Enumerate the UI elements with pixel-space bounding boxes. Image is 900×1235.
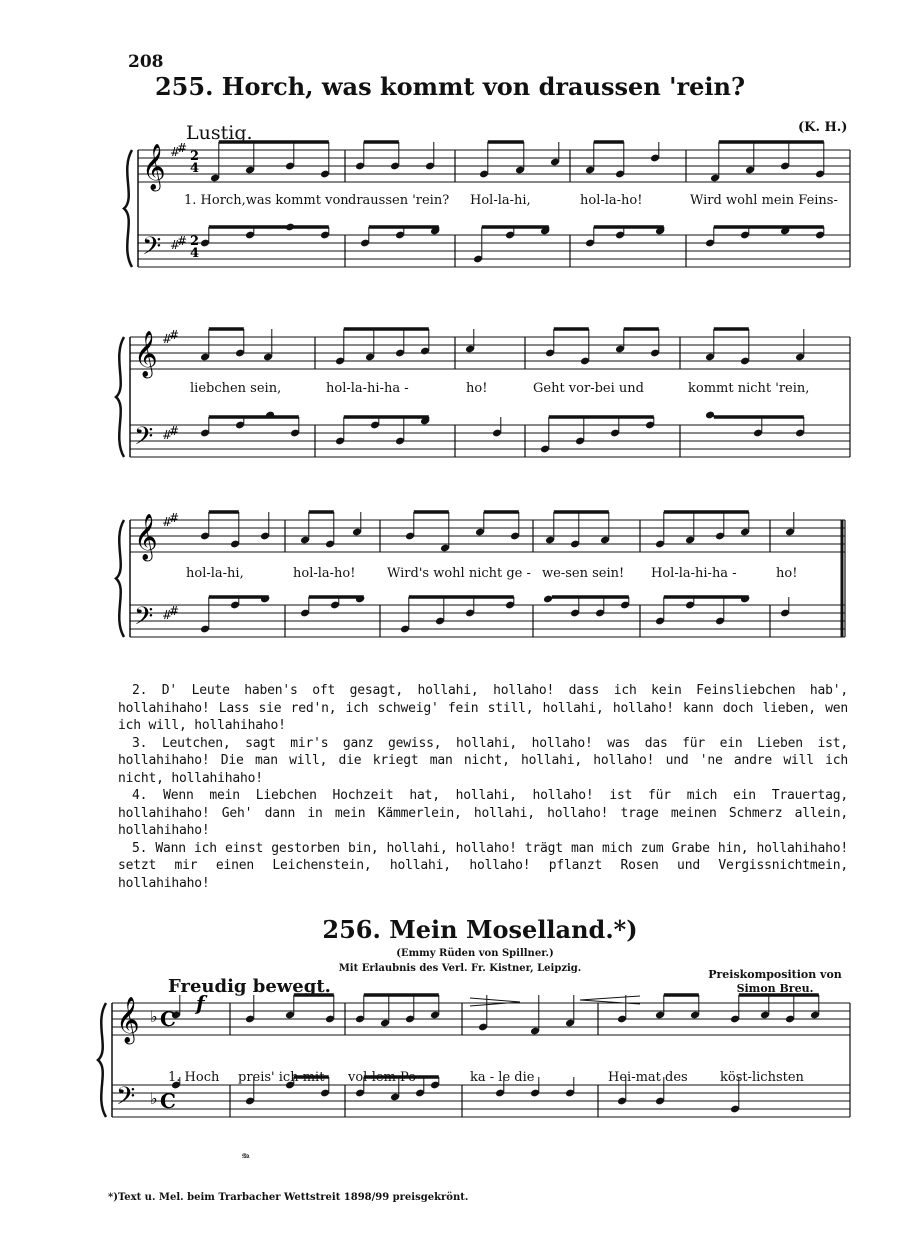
- lyric: ka - le die: [470, 1070, 535, 1085]
- lyric: ho!: [776, 566, 798, 581]
- treble-clef-icon: 𝄞: [142, 144, 166, 190]
- lyric: preis' ich mit: [238, 1070, 325, 1085]
- treble-clef-icon: 𝄞: [134, 514, 158, 560]
- brace: [116, 520, 124, 637]
- lyric: hol-la-ho!: [293, 566, 356, 581]
- song-256-permission: Mit Erlaubnis des Verl. Fr. Kistner, Leipzig.: [338, 963, 582, 974]
- time-signature: 4: [190, 246, 200, 261]
- lyric: hol-la-hi-ha -: [326, 381, 409, 396]
- song-255-title: 255. Horch, was kommt von draussen 'rein?: [154, 72, 746, 101]
- verse-5: 5. Wann ich einst gestorben bin, hollahi, hollaho! trägt man mich zum Grabe hin, hollahihaho! setzt mir einen Leichenstein, hollahi, hollaho! pflanzt Rosen und Vergissnichtmein, hollahihaho!: [118, 840, 848, 891]
- lyric: 1. Hoch: [168, 1070, 220, 1085]
- time-signature: 2: [190, 149, 200, 164]
- brace: [124, 150, 132, 267]
- lyric: liebchen sein,: [190, 381, 282, 396]
- sharp-icon: #: [170, 238, 181, 252]
- brace: [98, 1003, 106, 1117]
- sharp-icon: #: [162, 515, 173, 529]
- flat-icon: ♭: [150, 1089, 158, 1108]
- sharp-icon: #: [162, 332, 173, 346]
- song-256-tempo: Freudig bewegt.: [168, 976, 331, 997]
- time-signature: 2: [190, 234, 200, 249]
- sharp-icon: #: [162, 428, 173, 442]
- sharp-icon: #: [169, 511, 180, 525]
- lyric: Wird's wohl nicht ge -: [387, 566, 531, 581]
- forte-marking: f: [196, 991, 205, 1015]
- footnote: *)Text u. Mel. beim Trarbacher Wettstreit 1898/99 preisgekrönt.: [108, 1192, 469, 1203]
- song-255-attribution: (K. H.): [798, 120, 848, 135]
- sharp-icon: #: [169, 328, 180, 342]
- lyric: Hol-la-hi-ha -: [651, 566, 737, 581]
- bass-clef-icon: 𝄢: [134, 602, 154, 637]
- time-signature: 4: [190, 161, 200, 176]
- song-255-tempo: Lustig.: [186, 122, 253, 144]
- treble-clef-icon: 𝄞: [134, 331, 158, 377]
- page-number: 208: [128, 52, 164, 72]
- decrescendo-hairpin: [470, 998, 520, 1006]
- lyric: 1. Horch,was kommt von: [184, 193, 349, 208]
- sharp-icon: #: [170, 145, 181, 159]
- lyric: ho!: [466, 381, 488, 396]
- song-256-subtitle: (Emmy Rüden von Spillner.): [396, 948, 554, 959]
- verse-3: 3. Leutchen, sagt mir's ganz gewiss, hollahi, hollaho! was das für ein Lieben ist, hollahihaho! Die man will, die kriegt man nicht, hollahi, hollaho! und 'ne andre will ich nicht, hollahihaho!: [118, 735, 848, 786]
- lyric: we-sen sein!: [542, 566, 625, 581]
- sharp-icon: #: [162, 608, 173, 622]
- sharp-icon: #: [177, 141, 188, 155]
- lyric: hol-la-ho!: [580, 193, 643, 208]
- lyric: vol-lem Po -: [348, 1070, 425, 1085]
- brace: [116, 337, 124, 457]
- prize-line: Preiskomposition von: [708, 968, 842, 981]
- composer-name: Simon Breu.: [736, 982, 814, 995]
- song-256-composer: [700, 968, 850, 996]
- verse-2: 2. D' Leute haben's oft gesagt, hollahi, hollaho! dass ich kein Feinsliebchen hab', hollahihaho! Lass sie red'n, ich schweig' fein still, hollahi, hollaho! kann doch lieben, wen ich will, hollahihaho!: [118, 683, 848, 733]
- lyric: kommt nicht 'rein,: [688, 381, 810, 396]
- flat-icon: ♭: [150, 1007, 158, 1026]
- song-256-title: 256. Mein Moselland.*): [322, 915, 638, 944]
- sharp-icon: #: [177, 234, 188, 248]
- lyric: Hei-mat des: [608, 1070, 688, 1085]
- treble-clef-icon: 𝄞: [116, 997, 140, 1043]
- lyric: Geht vor-bei und: [533, 381, 644, 396]
- sharp-icon: #: [169, 424, 180, 438]
- common-time: C: [160, 1089, 176, 1113]
- verse-4: 4. Wenn mein Liebchen Hochzeit hat, hollahi, hollaho! ist für mich ein Trauertag, hollahihaho! Geh' dann in mein Kämmerlein, hollahi, hollaho! trage meinen Schmerz allein, hollahihaho!: [118, 788, 848, 838]
- bass-clef-icon: 𝄢: [116, 1082, 136, 1117]
- lyric: hol-la-hi,: [186, 566, 244, 581]
- lyric: Wird wohl mein Feins-: [690, 193, 838, 208]
- lyric: draussen 'rein?: [348, 193, 450, 208]
- additional-verses: [118, 682, 848, 892]
- common-time: C: [160, 1007, 176, 1031]
- bass-clef-icon: 𝄢: [134, 422, 154, 457]
- bass-clef-icon: 𝄢: [142, 232, 162, 267]
- lyric: Hol-la-hi,: [470, 193, 531, 208]
- sharp-icon: #: [169, 604, 180, 618]
- pedal-marking: 𝆮: [240, 1151, 249, 1166]
- lyric: köst-lichsten: [720, 1070, 804, 1085]
